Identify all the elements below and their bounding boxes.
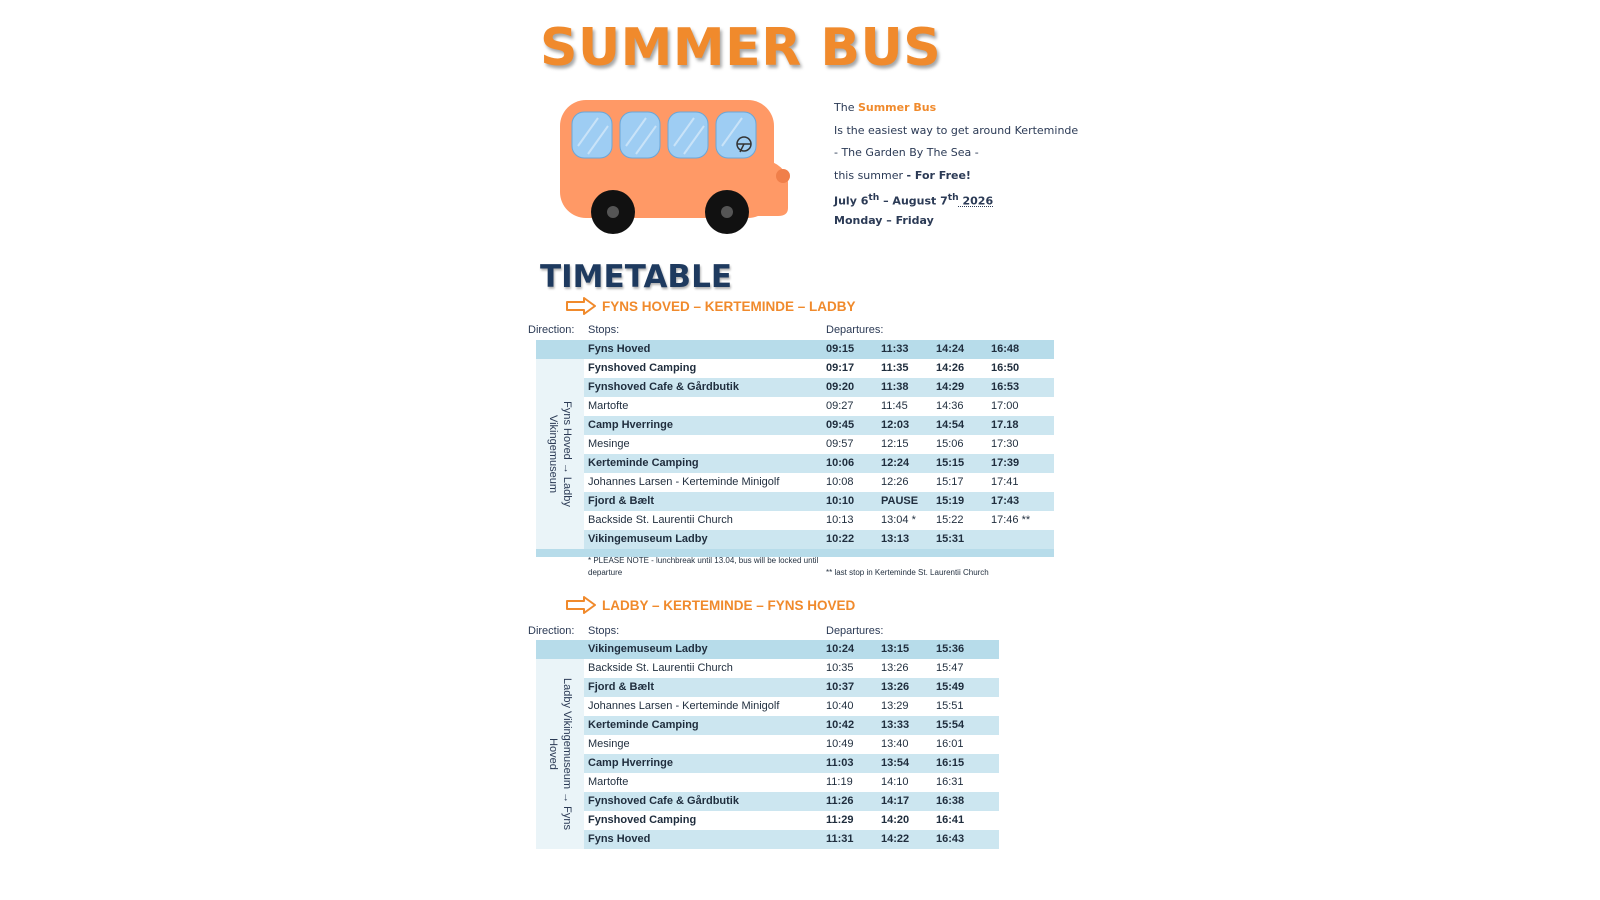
departure-time: 14:22: [881, 833, 910, 845]
timetable-row: [536, 640, 999, 659]
departure-time: 11:29: [826, 814, 854, 826]
stop-name: Backside St. Laurentii Church: [588, 662, 733, 674]
departure-time: 10:35: [826, 662, 854, 674]
departure-time: 11:03: [826, 757, 854, 769]
departure-time: 13:04 *: [881, 514, 916, 526]
timetable-row: [536, 811, 999, 830]
timetable-row: [536, 359, 1054, 378]
bus-nose: [748, 156, 788, 216]
departures-header: Departures:: [826, 625, 884, 637]
departure-time: 09:20: [826, 381, 855, 393]
departure-time: 13:26: [881, 681, 910, 693]
poster-title: SUMMER BUS: [540, 18, 942, 78]
departure-time: 10:06: [826, 457, 855, 469]
departure-time: 15:06: [936, 438, 964, 450]
stop-name: Fynshoved Camping: [588, 814, 697, 826]
departure-time: 15:54: [936, 719, 965, 731]
timetable-heading: TIMETABLE: [540, 259, 732, 295]
date-end: – August 7: [879, 194, 948, 208]
departure-time: 17:00: [991, 400, 1019, 412]
departure-time: 17:46 **: [991, 514, 1031, 526]
direction-label: Ladby Vikingemuseum → Fyns Hoved: [547, 677, 573, 831]
departures-header: Departures:: [826, 324, 884, 336]
departure-time: 10:42: [826, 719, 855, 731]
departure-time: 09:45: [826, 419, 855, 431]
bus-headlight: [776, 169, 790, 183]
departure-time: 16:15: [936, 757, 965, 769]
timetable-row: [536, 340, 1054, 359]
stop-name: Vikingemuseum Ladby: [588, 533, 708, 545]
stop-name: Mesinge: [588, 438, 630, 450]
departure-time: 15:31: [936, 533, 965, 545]
departure-time: 10:49: [826, 738, 854, 750]
timetable-row: [536, 473, 1054, 492]
stop-name: Backside St. Laurentii Church: [588, 514, 733, 526]
intro-line-1: [834, 97, 1094, 120]
departure-time: 13:33: [881, 719, 910, 731]
departure-time: 14:26: [936, 362, 965, 374]
timetable-row: [536, 754, 999, 773]
timetable-row: [536, 416, 1054, 435]
right-arrow-icon: [566, 297, 596, 315]
departure-time: 09:15: [826, 343, 855, 355]
weekdays: Monday – Friday: [834, 213, 934, 227]
departure-time: 15:51: [936, 700, 964, 712]
departure-time: 13:54: [881, 757, 910, 769]
departure-time: 16:43: [936, 833, 965, 845]
direction-band: [536, 659, 584, 849]
departure-time: 11:19: [826, 776, 853, 788]
departure-time: 17.18: [991, 419, 1019, 431]
departure-time: 14:20: [881, 814, 910, 826]
timetable-row: [536, 492, 1054, 511]
departure-time: 15:36: [936, 643, 965, 655]
route-1-name: FYNS HOVED – KERTEMINDE – LADBY: [602, 298, 856, 314]
departure-time: 11:38: [881, 381, 909, 393]
departure-time: 17:30: [991, 438, 1019, 450]
intro-text-the: The: [834, 101, 858, 114]
departure-time: 09:27: [826, 400, 854, 412]
departure-time: 16:41: [936, 814, 965, 826]
direction-header: Direction:: [528, 324, 575, 336]
departure-time: 13:15: [881, 643, 910, 655]
note-lunchbreak: * PLEASE NOTE - lunchbreak until 13.04, bus will be locked until departure: [588, 556, 819, 577]
route-1-heading: [566, 296, 856, 316]
departure-time: 10:08: [826, 476, 854, 488]
departure-time: 14:24: [936, 343, 965, 355]
departure-time: 13:40: [881, 738, 909, 750]
departure-time: 15:47: [936, 662, 964, 674]
departure-time: 16:50: [991, 362, 1020, 374]
timetable-row: [536, 378, 1054, 397]
intro-line-2: Is the easiest way to get around Kerteminde: [834, 123, 1079, 137]
right-arrow-icon: [566, 596, 596, 614]
departure-time: 11:33: [881, 343, 909, 355]
departure-time: 12:15: [881, 438, 909, 450]
timetable-row: [536, 530, 1054, 549]
stop-name: Fyns Hoved: [588, 343, 651, 355]
timetable-row: [536, 435, 1054, 454]
bus-illustration: [552, 96, 792, 246]
departure-time: 15:19: [936, 495, 965, 507]
timetable-row: [536, 659, 999, 678]
stop-name: Fynshoved Cafe & Gårdbutik: [588, 795, 739, 807]
timetable-row: [536, 697, 999, 716]
note-last-stop: ** last stop in Kerteminde St. Laurentii Church: [826, 568, 989, 577]
departure-time: 10:10: [826, 495, 855, 507]
departure-time: 10:24: [826, 643, 855, 655]
departure-time: 16:38: [936, 795, 965, 807]
departure-time: 10:22: [826, 533, 855, 545]
departure-time: 15:15: [936, 457, 965, 469]
stop-name: Fyns Hoved: [588, 833, 651, 845]
for-free-text: - For Free!: [906, 168, 971, 182]
departure-time: 13:13: [881, 533, 910, 545]
intro-text: [834, 97, 1094, 232]
timetable-row: [536, 397, 1054, 416]
route-2-header: [528, 625, 1056, 641]
route-2-table: [536, 640, 1000, 852]
departure-time: 17:39: [991, 457, 1020, 469]
stop-name: Camp Hverringe: [588, 757, 673, 769]
departure-time: 16:31: [936, 776, 964, 788]
departure-time: 16:48: [991, 343, 1020, 355]
stop-name: Johannes Larsen - Kerteminde Minigolf: [588, 700, 780, 712]
stop-name: Martofte: [588, 776, 629, 788]
timetable-row: [536, 716, 999, 735]
date-start: July 6: [834, 194, 869, 208]
timetable-row: [536, 773, 999, 792]
route-2-heading: [566, 595, 855, 615]
timetable-row: [536, 830, 999, 849]
departure-time: 13:26: [881, 662, 909, 674]
stops-header: Stops:: [588, 625, 620, 637]
stop-name: Camp Hverringe: [588, 419, 673, 431]
departure-time: 12:26: [881, 476, 909, 488]
departure-time: 12:03: [881, 419, 910, 431]
direction-band: [536, 359, 584, 549]
departure-time: 11:26: [826, 795, 854, 807]
summer-bus-document: [528, 0, 1096, 900]
date-range: [834, 187, 1094, 210]
departure-time: 11:35: [881, 362, 909, 374]
departure-time: 17:43: [991, 495, 1020, 507]
departure-time: 16:01: [936, 738, 964, 750]
stop-name: Fjord & Bælt: [588, 681, 654, 693]
departure-time: 10:13: [826, 514, 854, 526]
departure-time: 14:29: [936, 381, 965, 393]
stops-header: Stops:: [588, 324, 620, 336]
departure-time: 12:24: [881, 457, 910, 469]
stop-name: Fynshoved Cafe & Gårdbutik: [588, 381, 739, 393]
departure-time: 09:57: [826, 438, 854, 450]
departure-time: 10:40: [826, 700, 854, 712]
departure-time: 10:37: [826, 681, 855, 693]
timetable-row: [536, 792, 999, 811]
timetable-row: [536, 454, 1054, 473]
date-year: 2026: [958, 194, 994, 208]
departure-time: 11:31: [826, 833, 854, 845]
route-1-table: [536, 340, 1056, 560]
direction-label: Fyns Hoved → Ladby Vikingemuseum: [547, 401, 573, 507]
stop-name: Martofte: [588, 400, 629, 412]
stop-name: Kerteminde Camping: [588, 457, 699, 469]
date-end-suffix: th: [947, 192, 959, 203]
departure-time: 09:17: [826, 362, 855, 374]
stop-name: Johannes Larsen - Kerteminde Minigolf: [588, 476, 780, 488]
departure-time: 16:53: [991, 381, 1020, 393]
departure-time: 13:29: [881, 700, 909, 712]
date-start-suffix: th: [868, 192, 880, 203]
departure-time: 14:36: [936, 400, 964, 412]
route-1-header: [528, 324, 1056, 340]
stop-name: Mesinge: [588, 738, 630, 750]
stop-name: Fynshoved Camping: [588, 362, 697, 374]
brand-name: Summer Bus: [857, 101, 937, 114]
direction-header: Direction:: [528, 625, 575, 637]
departure-time: 15:49: [936, 681, 965, 693]
timetable-row: [536, 678, 999, 697]
departure-time: PAUSE: [881, 495, 919, 507]
intro-line-3: - The Garden By The Sea -: [834, 146, 979, 159]
departure-time: 14:10: [881, 776, 909, 788]
departure-time: 14:54: [936, 419, 965, 431]
route-2-name: LADBY – KERTEMINDE – FYNS HOVED: [602, 597, 856, 613]
intro-line-4: [834, 165, 1094, 188]
departure-time: 15:22: [936, 514, 964, 526]
stop-name: Vikingemuseum Ladby: [588, 643, 708, 655]
timetable-row: [536, 735, 999, 754]
departure-time: 14:17: [881, 795, 910, 807]
departure-time: 15:17: [936, 476, 964, 488]
departure-time: 11:45: [881, 400, 908, 412]
departure-time: 17:41: [991, 476, 1019, 488]
intro-text-this-summer: this summer: [834, 168, 907, 182]
timetable-row: [536, 511, 1054, 530]
stop-name: Kerteminde Camping: [588, 719, 699, 731]
stop-name: Fjord & Bælt: [588, 495, 654, 507]
